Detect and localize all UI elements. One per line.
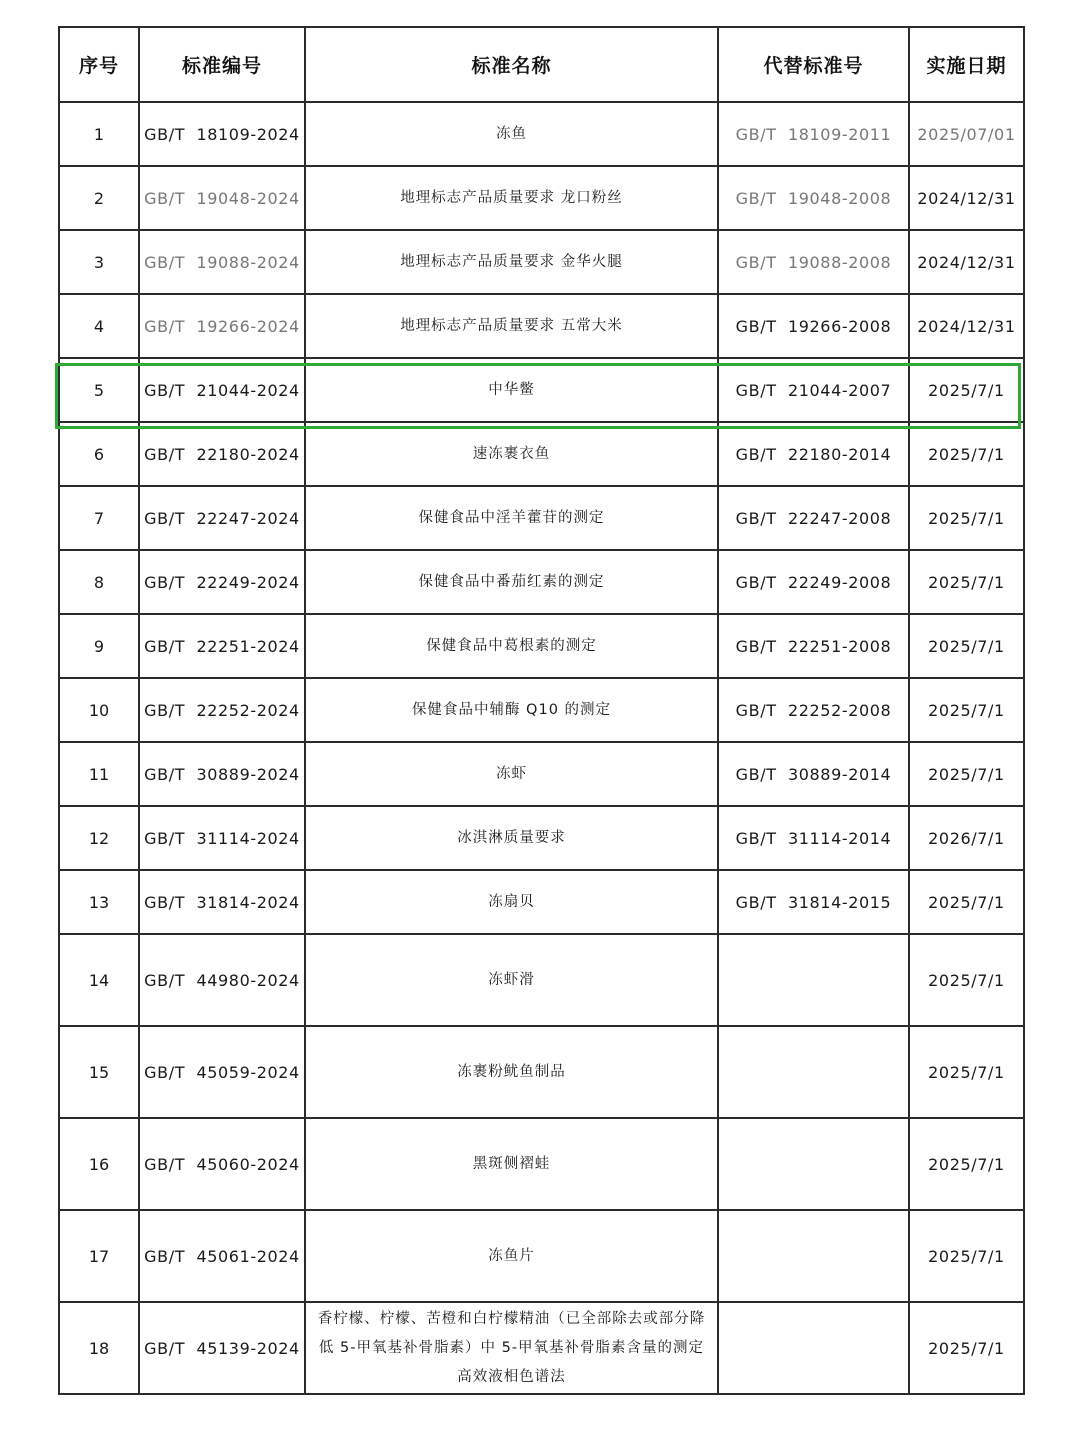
row-index: 8 (59, 550, 139, 614)
row-standard-name (305, 294, 718, 358)
header-standard-code: 标准编号 (139, 27, 305, 102)
row-standard-name-line: 香柠檬、柠檬、苦橙和白柠檬精油（已全部除去或部分降 (317, 1310, 706, 1327)
row-standard-name-line: 冻裹粉鱿鱼制品 (457, 1063, 566, 1080)
row-effective-date: 2025/7/1 (909, 870, 1024, 934)
table-header-row (59, 27, 1024, 102)
table-row (59, 422, 1024, 486)
row-replaced-code (718, 1302, 909, 1394)
row-index: 13 (59, 870, 139, 934)
table-row (59, 870, 1024, 934)
row-replaced-code: GB/T 22251-2008 (718, 614, 909, 678)
row-replaced-code (718, 1026, 909, 1118)
header-replaced-code: 代替标准号 (718, 27, 909, 102)
row-index: 18 (59, 1302, 139, 1394)
row-standard-name (305, 550, 718, 614)
row-replaced-code: GB/T 22252-2008 (718, 678, 909, 742)
row-standard-name (305, 1118, 718, 1210)
row-standard-name (305, 422, 718, 486)
row-standard-name-line: 冻鱼片 (488, 1247, 535, 1264)
row-standard-name (305, 742, 718, 806)
row-standard-code: GB/T 21044-2024 (139, 358, 305, 422)
table-row (59, 806, 1024, 870)
row-index: 14 (59, 934, 139, 1026)
row-standard-name-line: 冻虾 (496, 765, 527, 782)
row-standard-code: GB/T 45060-2024 (139, 1118, 305, 1210)
row-index: 3 (59, 230, 139, 294)
row-replaced-code: GB/T 18109-2011 (718, 102, 909, 166)
table-row (59, 230, 1024, 294)
row-effective-date: 2024/12/31 (909, 294, 1024, 358)
row-standard-name-line: 低 5-甲氧基补骨脂素）中 5-甲氧基补骨脂素含量的测定 (318, 1339, 705, 1356)
row-effective-date: 2025/7/1 (909, 550, 1024, 614)
row-standard-name (305, 166, 718, 230)
row-standard-code: GB/T 31114-2024 (139, 806, 305, 870)
row-index: 6 (59, 422, 139, 486)
table-body (59, 102, 1024, 1394)
row-standard-name-line: 保健食品中番茄红素的测定 (418, 573, 605, 590)
row-standard-name-line: 冰淇淋质量要求 (457, 829, 566, 846)
row-standard-name-line: 冻鱼 (496, 125, 527, 142)
row-effective-date: 2025/7/1 (909, 1118, 1024, 1210)
row-effective-date: 2025/07/01 (909, 102, 1024, 166)
row-standard-name (305, 806, 718, 870)
row-effective-date: 2025/7/1 (909, 1026, 1024, 1118)
row-standard-name-line: 保健食品中辅酶 Q10 的测定 (411, 701, 612, 718)
row-replaced-code: GB/T 22180-2014 (718, 422, 909, 486)
table-row (59, 166, 1024, 230)
row-effective-date: 2025/7/1 (909, 1210, 1024, 1302)
row-replaced-code: GB/T 22249-2008 (718, 550, 909, 614)
row-standard-code: GB/T 45059-2024 (139, 1026, 305, 1118)
table-row (59, 1026, 1024, 1118)
row-effective-date: 2024/12/31 (909, 166, 1024, 230)
row-effective-date: 2026/7/1 (909, 806, 1024, 870)
row-effective-date: 2024/12/31 (909, 230, 1024, 294)
row-standard-name-line: 保健食品中淫羊藿苷的测定 (418, 509, 605, 526)
row-replaced-code (718, 1210, 909, 1302)
row-standard-code: GB/T 22251-2024 (139, 614, 305, 678)
row-index: 12 (59, 806, 139, 870)
row-effective-date: 2025/7/1 (909, 486, 1024, 550)
row-effective-date: 2025/7/1 (909, 614, 1024, 678)
row-standard-name-line: 中华鳖 (488, 381, 535, 398)
row-replaced-code: GB/T 19088-2008 (718, 230, 909, 294)
row-replaced-code: GB/T 31114-2014 (718, 806, 909, 870)
row-standard-code: GB/T 45139-2024 (139, 1302, 305, 1394)
row-replaced-code: GB/T 31814-2015 (718, 870, 909, 934)
row-standard-name-line: 速冻裹衣鱼 (472, 445, 551, 462)
row-standard-name (305, 1026, 718, 1118)
row-effective-date: 2025/7/1 (909, 678, 1024, 742)
row-index: 5 (59, 358, 139, 422)
row-standard-name-line: 地理标志产品质量要求 五常大米 (400, 317, 623, 334)
header-effective-date: 实施日期 (909, 27, 1024, 102)
row-effective-date: 2025/7/1 (909, 1302, 1024, 1394)
row-index: 17 (59, 1210, 139, 1302)
row-index: 10 (59, 678, 139, 742)
row-index: 11 (59, 742, 139, 806)
row-standard-code: GB/T 45061-2024 (139, 1210, 305, 1302)
row-replaced-code: GB/T 19048-2008 (718, 166, 909, 230)
table-row (59, 294, 1024, 358)
row-standard-name-line: 保健食品中葛根素的测定 (426, 637, 597, 654)
row-index: 7 (59, 486, 139, 550)
row-standard-code: GB/T 18109-2024 (139, 102, 305, 166)
row-standard-name (305, 870, 718, 934)
row-standard-name-line: 冻虾滑 (488, 971, 535, 988)
row-index: 9 (59, 614, 139, 678)
row-standard-name-line: 黑斑侧褶蛙 (472, 1155, 551, 1172)
table-row (59, 1302, 1024, 1394)
row-standard-code: GB/T 44980-2024 (139, 934, 305, 1026)
row-replaced-code: GB/T 21044-2007 (718, 358, 909, 422)
row-effective-date: 2025/7/1 (909, 422, 1024, 486)
table-row (59, 358, 1024, 422)
row-standard-code: GB/T 31814-2024 (139, 870, 305, 934)
row-standard-name (305, 102, 718, 166)
row-effective-date: 2025/7/1 (909, 742, 1024, 806)
row-standard-name (305, 678, 718, 742)
row-replaced-code: GB/T 30889-2014 (718, 742, 909, 806)
table-row (59, 742, 1024, 806)
row-standard-name (305, 614, 718, 678)
row-replaced-code (718, 1118, 909, 1210)
table-row (59, 1210, 1024, 1302)
table-row (59, 486, 1024, 550)
row-standard-name-line: 高效液相色谱法 (457, 1368, 566, 1385)
row-standard-code: GB/T 22180-2024 (139, 422, 305, 486)
row-index: 1 (59, 102, 139, 166)
row-replaced-code: GB/T 22247-2008 (718, 486, 909, 550)
row-standard-name (305, 1210, 718, 1302)
table-row (59, 550, 1024, 614)
row-replaced-code (718, 934, 909, 1026)
table-row (59, 102, 1024, 166)
standards-table (58, 26, 1025, 1395)
row-standard-code: GB/T 19088-2024 (139, 230, 305, 294)
row-standard-code: GB/T 22249-2024 (139, 550, 305, 614)
row-standard-name (305, 934, 718, 1026)
row-standard-code: GB/T 22247-2024 (139, 486, 305, 550)
row-standard-code: GB/T 30889-2024 (139, 742, 305, 806)
row-effective-date: 2025/7/1 (909, 358, 1024, 422)
row-index: 16 (59, 1118, 139, 1210)
table-row (59, 614, 1024, 678)
row-standard-name (305, 230, 718, 294)
row-replaced-code: GB/T 19266-2008 (718, 294, 909, 358)
row-effective-date: 2025/7/1 (909, 934, 1024, 1026)
row-standard-code: GB/T 19266-2024 (139, 294, 305, 358)
row-standard-name-line: 冻扇贝 (488, 893, 535, 910)
row-index: 2 (59, 166, 139, 230)
row-standard-code: GB/T 22252-2024 (139, 678, 305, 742)
table-row (59, 678, 1024, 742)
row-standard-code: GB/T 19048-2024 (139, 166, 305, 230)
row-standard-name (305, 358, 718, 422)
row-index: 4 (59, 294, 139, 358)
row-standard-name (305, 486, 718, 550)
row-standard-name (305, 1302, 718, 1394)
table-row (59, 934, 1024, 1026)
table-row (59, 1118, 1024, 1210)
header-standard-name: 标准名称 (305, 27, 718, 102)
row-index: 15 (59, 1026, 139, 1118)
row-standard-name-line: 地理标志产品质量要求 龙口粉丝 (400, 189, 623, 206)
header-index: 序号 (59, 27, 139, 102)
row-standard-name-line: 地理标志产品质量要求 金华火腿 (400, 253, 623, 270)
